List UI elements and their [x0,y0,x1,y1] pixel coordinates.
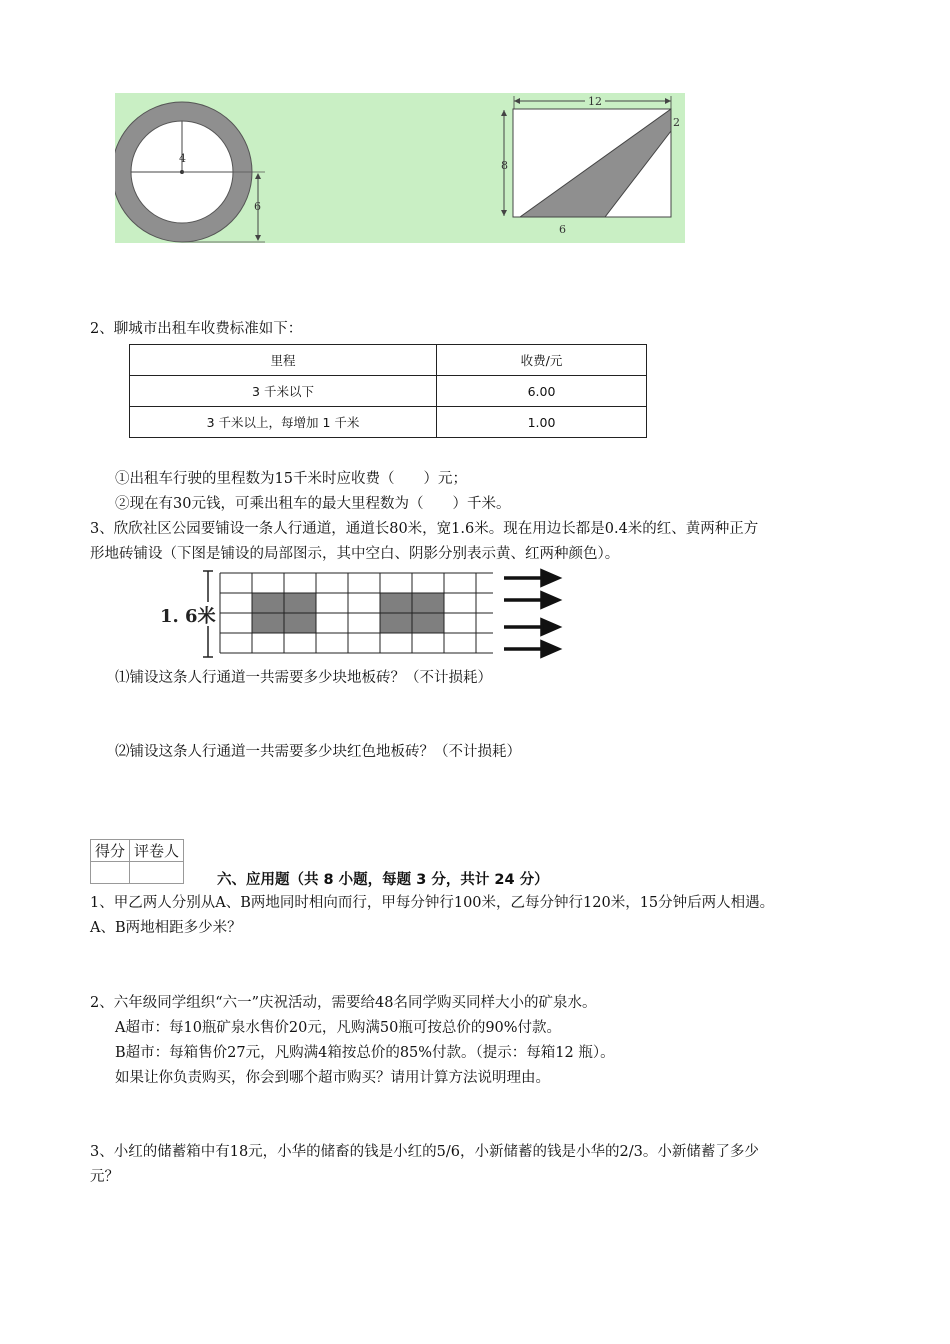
s6-q3-line2: 元？ [90,1169,119,1185]
q2-sub2: ②现在有30元钱，可乘出租车的最大里程数为（ ）千米。 [115,496,511,512]
tile-diagram [158,568,568,660]
table-cell: 3 千米以下 [130,376,437,407]
table-row [130,376,647,407]
circle-side-label: 6 [254,200,261,213]
table-header-row [130,345,647,376]
s6-q2-line2: A超市：每10瓶矿泉水售价20元，凡购满50瓶可按总价的90%付款。 [115,1020,562,1036]
geometry-figure [115,93,685,243]
s6-q2-line4: 如果让你负责购买，你会到哪个超市购买？请用计算方法说明理由。 [115,1070,550,1086]
s6-q2-line3: B超市：每箱售价27元，凡购满4箱按总价的85%付款。（提示：每箱12 瓶）。 [115,1045,615,1061]
q2-sub1: ①出租车行驶的里程数为15千米时应收费（ ）元； [115,471,467,487]
grader-cell [130,862,184,884]
table-cell: 1.00 [437,407,647,438]
score-label: 得分 [91,840,130,862]
rect-left-label: 8 [501,159,508,172]
s6-q2-line1: 2、六年级同学组织“六一”庆祝活动，需要给48名同学购买同样大小的矿泉水。 [90,995,597,1011]
circle-inner-label: 4 [179,152,186,165]
table-cell: 3 千米以上，每增加 1 千米 [130,407,437,438]
q3-sub1: ⑴铺设这条人行通道一共需要多少块地板砖？（不计损耗） [115,670,492,686]
table-header-cell: 收费/元 [437,345,647,376]
q3-sub2: ⑵铺设这条人行通道一共需要多少块红色地板砖？（不计损耗） [115,744,521,760]
tile-grid [220,573,493,653]
score-box [90,839,184,884]
s6-q3-line1: 3、小红的储蓄箱中有18元，小华的储畜的钱是小红的5/6，小新储蓄的钱是小华的2/3。小新储蓄了多少 [90,1144,759,1160]
fare-table [129,344,647,438]
grader-label: 评卷人 [130,840,184,862]
rect-right-label: 2 [673,116,680,129]
s6-q1-line2: A、B两地相距多少米？ [90,920,242,936]
direction-arrows [504,571,558,656]
q3-line2: 形地砖铺设（下图是铺设的局部图示，其中空白、阴影分别表示黄、红两种颜色）。 [90,546,620,562]
width-label: 1. 6米 [160,606,216,627]
table-cell: 6.00 [437,376,647,407]
rect-top-label: 12 [588,95,602,108]
q2-intro: 2、聊城市出租车收费标准如下： [90,321,303,337]
table-row [130,407,647,438]
section-heading: 六、应用题（共 8 小题，每题 3 分，共计 24 分） [217,872,549,888]
q3-line1: 3、欣欣社区公园要铺设一条人行通道，通道长80米，宽1.6米。现在用边长都是0.4米的红、黄两种正方 [90,521,759,537]
table-header-cell: 里程 [130,345,437,376]
rect-bottom-label: 6 [559,223,566,236]
s6-q1-line1: 1、甲乙两人分别从A、B两地同时相向而行，甲每分钟行100米，乙每分钟行120米，15分钟后两人相遇。 [90,895,775,911]
score-cell [91,862,130,884]
